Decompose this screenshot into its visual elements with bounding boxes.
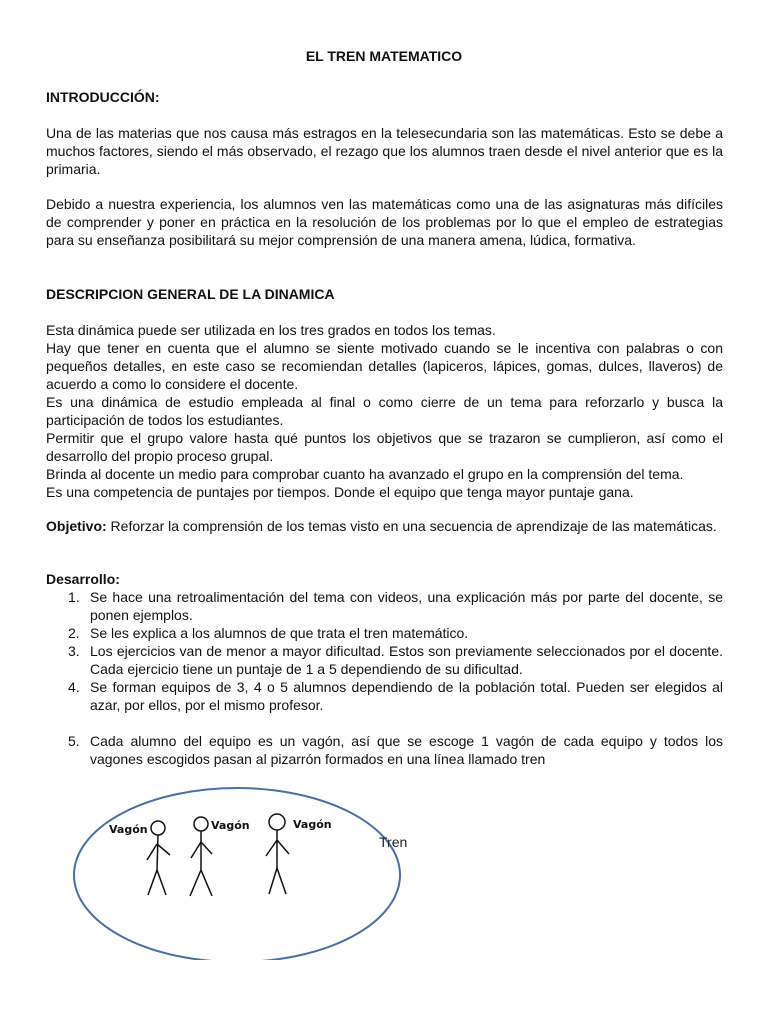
list-item (46, 642, 723, 678)
list-number: 5. (68, 733, 80, 749)
list-number: 2. (68, 625, 80, 641)
objetivo-label: Objetivo: (46, 518, 107, 534)
intro-heading: INTRODUCCIÓN: (46, 89, 160, 105)
stick-figure (266, 814, 289, 894)
train-label: Tren (379, 834, 408, 850)
list-item-text: Se forman equipos de 3, 4 o 5 alumnos dependiendo de la población total. Pueden ser elegidos al azar, por ellos, por el mismo profesor. (90, 679, 723, 713)
figure-label: Vagón (293, 818, 332, 831)
descripcion-line: Brinda al docente un medio para comprobar cuanto ha avanzado el grupo en la comprensión del tema. (46, 466, 684, 482)
list-item-text: Los ejercicios van de menor a mayor dificultad. Estos son previamente seleccionados por el docente. Cada ejercicio tiene un puntaje de 1 a 5 dependiendo de su dificultad. (90, 643, 723, 677)
intro-paragraph-1 (46, 124, 723, 178)
list-item-text: Cada alumno del equipo es un vagón, así que se escoge 1 vagón de cada equipo y todos los vagones escogidos pasan al pizarrón formados en una línea llamado tren (90, 733, 723, 767)
descripcion-heading: DESCRIPCION GENERAL DE LA DINAMICA (46, 286, 335, 302)
list-number: 3. (68, 643, 80, 659)
train-ellipse (74, 788, 400, 960)
intro-paragraph-2 (46, 195, 723, 249)
list-item (46, 678, 723, 714)
list-number: 1. (68, 589, 80, 605)
train-diagram (0, 780, 768, 960)
descripcion-line: Es una dinámica de estudio empleada al final o como cierre de un tema para reforzarlo y busca la participación de todos los estudiantes. (46, 394, 723, 428)
descripcion-body (46, 321, 723, 501)
list-item (46, 624, 723, 642)
descripcion-line: Permitir que el grupo valore hasta qué puntos los objetivos que se trazaron se cumplieron, así como el desarrollo del propio proceso grupal. (46, 430, 723, 464)
list-item (46, 732, 723, 768)
desarrollo-heading: Desarrollo: (46, 571, 120, 587)
list-item-text: Se hace una retroalimentación del tema con videos, una explicación más por parte del docente, se ponen ejemplos. (90, 589, 723, 623)
list-number: 4. (68, 679, 80, 695)
document-title: EL TREN MATEMATICO (305, 48, 463, 64)
list-item (46, 588, 723, 624)
objetivo-text: Reforzar la comprensión de los temas visto en una secuencia de aprendizaje de las matemáticas. (106, 518, 717, 534)
descripcion-line: Esta dinámica puede ser utilizada en los tres grados en todos los temas. (46, 322, 496, 338)
descripcion-line: Hay que tener en cuenta que el alumno se siente motivado cuando se le incentiva con palabras o con pequeños detalles, en este caso se recomiendan detalles (lapiceros, lápices, gomas, dulces, llaveros) de acuerdo a como lo considere el docente. (46, 340, 723, 392)
figure-label: Vagón (211, 819, 250, 832)
desarrollo-list (46, 588, 723, 768)
intro-text-1: Una de las materias que nos causa más estragos en la telesecundaria son las matemáticas. Esto se debe a muchos factores, siendo el más observado, el rezago que los alumnos traen desde el nivel anterior que es la primaria. (46, 125, 723, 177)
list-item-text: Se les explica a los alumnos de que trata el tren matemático. (90, 625, 469, 641)
stick-figure (190, 817, 212, 896)
figure-label: Vagón (109, 823, 148, 836)
objetivo-paragraph (46, 517, 723, 535)
descripcion-line: Es una competencia de puntajes por tiempos. Donde el equipo que tenga mayor puntaje gana. (46, 484, 634, 500)
intro-text-2: Debido a nuestra experiencia, los alumnos ven las matemáticas como una de las asignaturas más difíciles de comprender y poner en práctica en la resolución de los problemas por lo que el empleo de estrategias para su enseñanza posibilitará su mejor comprensión de una manera amena, lúdica, formativa. (46, 196, 723, 248)
stick-figure (147, 821, 170, 895)
